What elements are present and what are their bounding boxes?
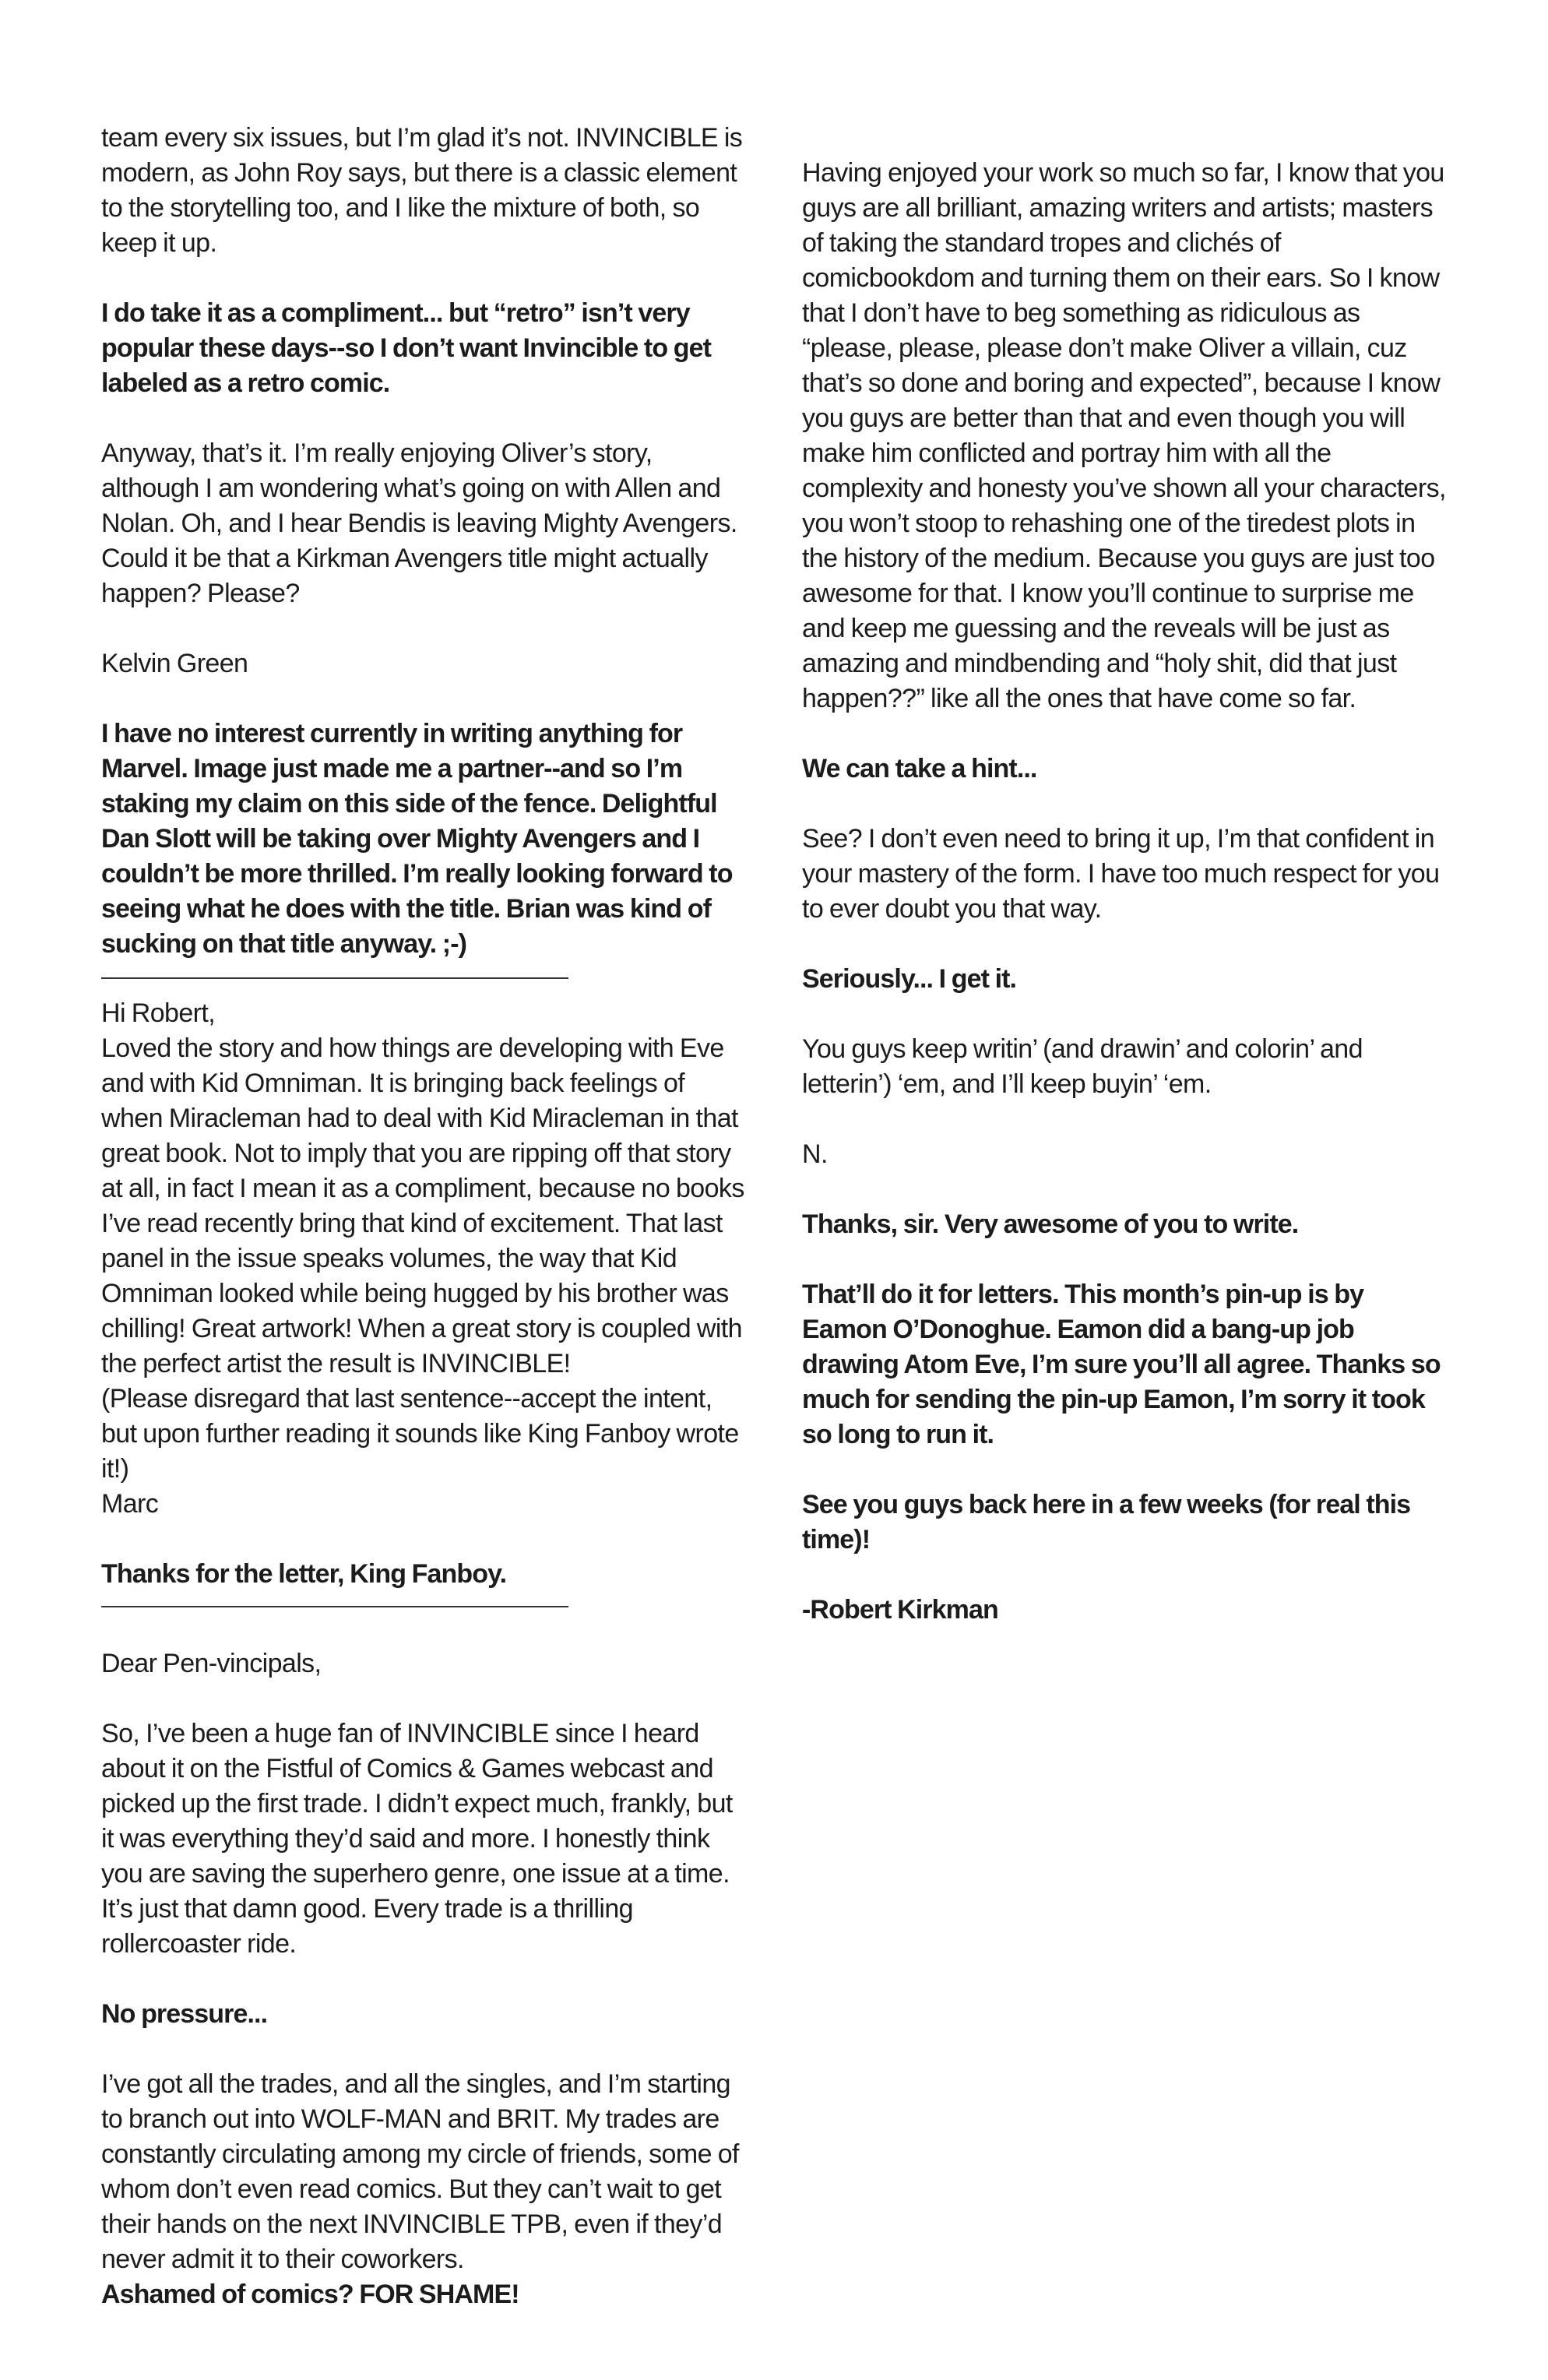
letter-aside: (Please disregard that last sentence--accept the intent, but upon further reading it sounds like King Fanboy wrote it!) (101, 1384, 739, 1484)
divider-line (101, 1606, 568, 1607)
right-column (802, 156, 1448, 1663)
letter-paragraph: Anyway, that’s it. I’m really enjoying Oliver’s story, although I am wondering what’s going on with Allen and Nolan. Oh, and I hear Bendis is leaving Mighty Avengers. Could it be that a Kirkman Avengers title might actually happen? Please? (101, 438, 737, 608)
letter-signature: Marc (101, 1489, 159, 1519)
editor-reply: Thanks, sir. Very awesome of you to write. (802, 1209, 1299, 1239)
letter-paragraph: Having enjoyed your work so much so far, I know that you guys are all brilliant, amazing writers and artists; masters of taking the standard tropes and clichés of comicbookdom and turning them on their ears. So I know that I don’t have to beg something as ridiculous as “please, please, please don’t make Oliver a villain, cuz that’s so done and boring and expected”, because I know you guys are better than that and even though you will make him conflicted and portray him with all the complexity and honesty you’ve shown all your characters, you won’t stoop to rehashing one of the tiredest plots in the history of the medium. Because you guys are just too awesome for that. I know you’ll continue to surprise me and keep me guessing and the reveals will be just as amazing and mindbending and “holy shit, did that just happen??” like all the ones that have come so far. (802, 158, 1446, 713)
editor-reply: I have no interest currently in writing anything for Marvel. Image just made me a partner--and so I’m staking my claim on this side of the fence. Delightful Dan Slott will be taking over Mighty Avengers and I couldn’t be more thrilled. I’m really looking forward to seeing what he does with the title. Brian was kind of sucking on that title anyway. ;-) (101, 719, 733, 959)
editor-reply: That’ll do it for letters. This month’s pin-up is by Eamon O’Donoghue. Eamon did a bang-up job drawing Atom Eve, I’m sure you’ll all agree. Thanks so much for sending the pin-up Eamon, I’m sorry it took so long to run it. (802, 1280, 1441, 1449)
left-column (101, 121, 748, 2312)
editor-reply: We can take a hint... (802, 754, 1037, 783)
editor-reply: Thanks for the letter, King Fanboy. (101, 1559, 507, 1589)
editor-signature: -Robert Kirkman (802, 1595, 998, 1625)
editor-reply: No pressure... (101, 1999, 268, 2029)
divider-line (101, 977, 568, 979)
letter-paragraph: Loved the story and how things are developing with Eve and with Kid Omniman. It is bringing back feelings of when Miracleman had to deal with Kid Miracleman in that great book. Not to imply that you are ripping off that story at all, in fact I mean it as a compliment, because no books I’ve read recently bring that kind of excitement. That last panel in the issue speaks volumes, the way that Kid Omniman looked while being hugged by his brother was chilling! Great artwork! When a great story is coupled with the perfect artist the result is INVINCIBLE! (101, 1033, 744, 1378)
letter-signature: N. (802, 1139, 828, 1169)
editor-reply: I do take it as a compliment... but “retro” isn’t very popular these days--so I don’t want Invincible to get labeled as a retro comic. (101, 298, 712, 398)
editor-reply: Seriously... I get it. (802, 964, 1017, 994)
letter-greeting: Dear Pen-vincipals, (101, 1649, 322, 1678)
letter-paragraph: See? I don’t even need to bring it up, I’m that confident in your mastery of the form. I have too much respect for you to ever doubt you that way. (802, 824, 1440, 924)
letter-signature: Kelvin Green (101, 649, 248, 678)
letter-paragraph: team every six issues, but I’m glad it’s not. INVINCIBLE is modern, as John Roy says, but there is a classic element to the storytelling too, and I like the mixture of both, so keep it up. (101, 123, 743, 258)
letter-paragraph: So, I’ve been a huge fan of INVINCIBLE since I heard about it on the Fistful of Comics & Games webcast and picked up the first trade. I didn’t expect much, frankly, but it was everything they’d said and more. I honestly think you are saving the superhero genre, one issue at a time. It’s just that damn good. Every trade is a thrilling rollercoaster ride. (101, 1719, 733, 1959)
letter-paragraph: You guys keep writin’ (and drawin’ and colorin’ and letterin’) ‘em, and I’ll keep buyin’ ‘em. (802, 1034, 1363, 1099)
letter-greeting: Hi Robert, (101, 998, 216, 1028)
letter-paragraph: I’ve got all the trades, and all the singles, and I’m starting to branch out into WOLF-MAN and BRIT. My trades are constantly circulating among my circle of friends, some of whom don’t even read comics. But they can’t wait to get their hands on the next INVINCIBLE TPB, even if they’d never admit it to their coworkers. (101, 2069, 739, 2274)
letter-closing-line: Ashamed of comics? FOR SHAME! (101, 2280, 519, 2309)
editor-reply: See you guys back here in a few weeks (for real this time)! (802, 1490, 1411, 1554)
